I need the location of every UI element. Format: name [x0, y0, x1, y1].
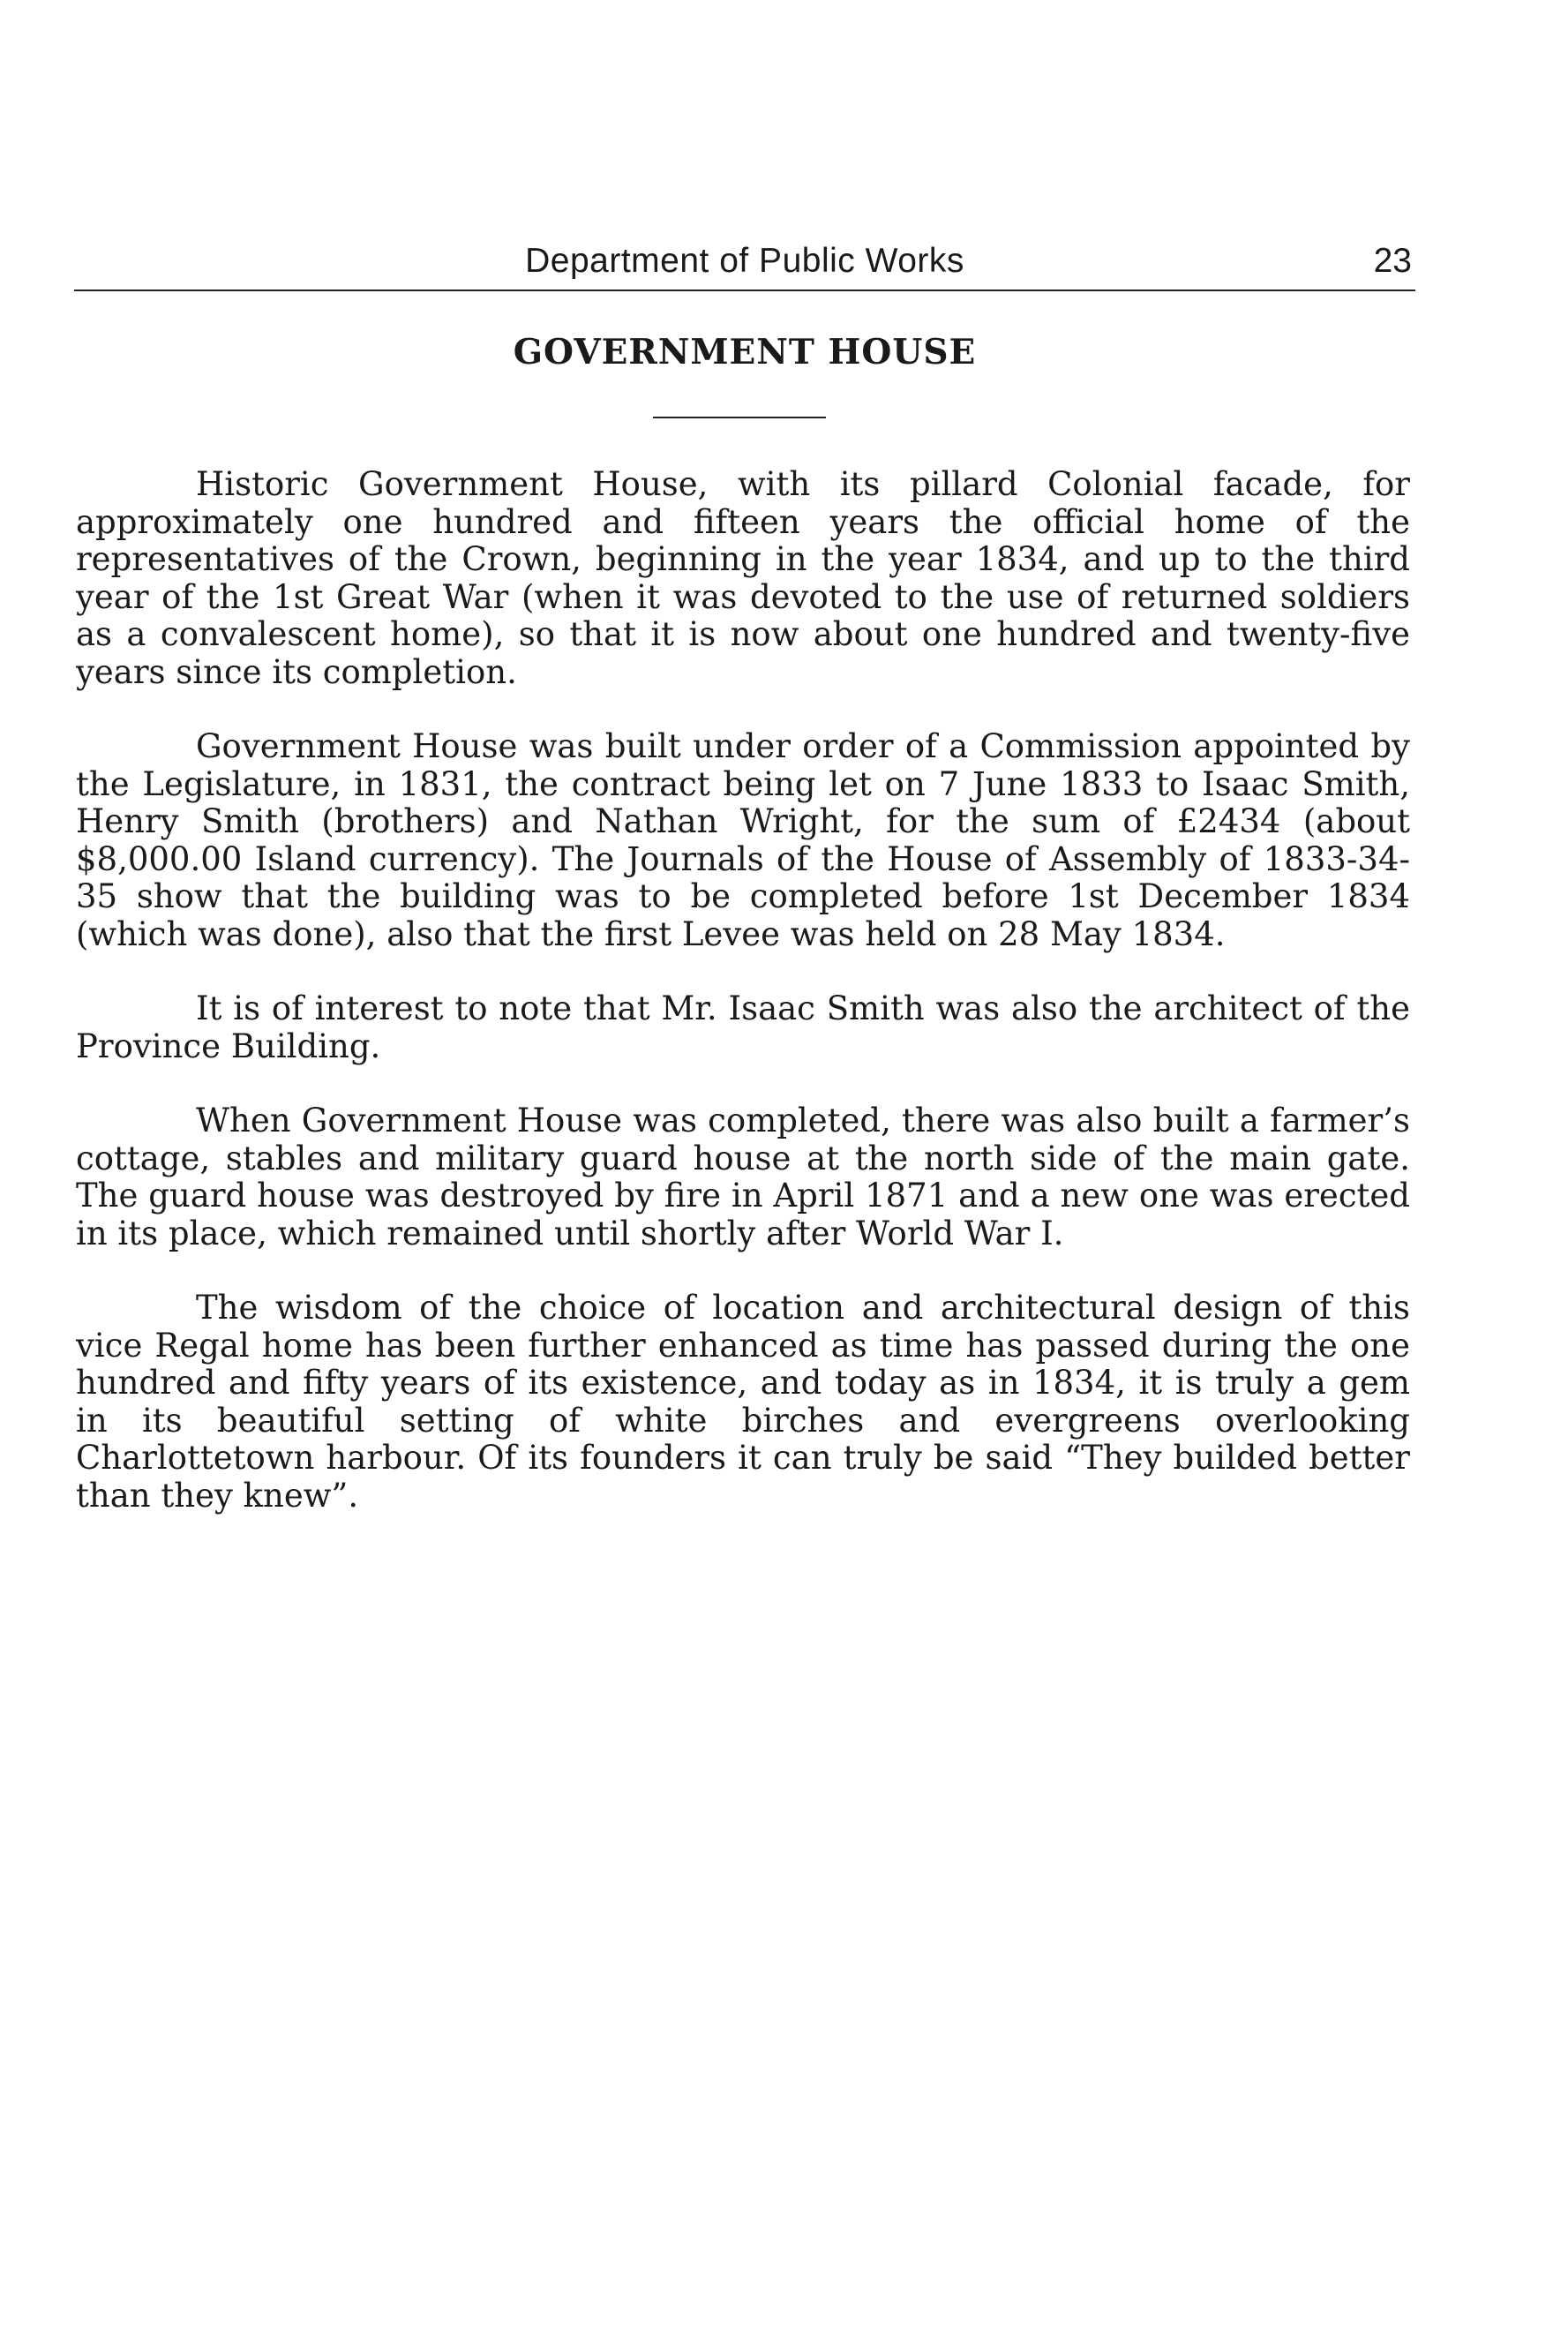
section-heading: GOVERNMENT HOUSE [513, 332, 977, 372]
paragraph: Historic Government House, with its pillard Colonial facade, for approximately one hundred and fifteen years the official home of the representatives of the Crown, beginning in the year 1834, and up to the third year of the 1st Great War (when it was devoted to the use of returned soldiers as a convalescent home), so that it is now about one hundred and twenty-five years since its completion. [76, 465, 1410, 691]
paragraph: It is of interest to note that Mr. Isaac Smith was also the architect of the Province Building. [76, 989, 1410, 1065]
running-title: Department of Public Works [525, 242, 964, 280]
paragraph: Government House was built under order of a Commission appointed by the Legislature, in 1831, the contract being let on 7 June 1833 to Isaac Smith, Henry Smith (brothers) and Nathan Wright, for the sum of £2434 (about $8,000.00 Island currency). The Journals of the House of Assembly of 1833-34-35 show that the building was to be completed before 1st December 1834 (which was done), also that the first Levee was held on 28 May 1834. [76, 727, 1410, 953]
paragraph: The wisdom of the choice of location and architectural design of this vice Regal home has been further enhanced as time has passed during the one hundred and fifty years of its existence, and today as in 1834, it is truly a gem in its beautiful setting of white birches and evergreens overlooking Charlottetown harbour. Of its founders it can truly be said “They builded better than they knew”. [76, 1289, 1410, 1515]
body-text [76, 466, 1410, 1552]
running-header [74, 237, 1415, 291]
heading-divider [653, 417, 826, 418]
paragraph: When Government House was completed, there was also built a farmer’s cottage, stables and military guard house at the north side of the main gate. The guard house was destroyed by fire in April 1871 and a new one was erected in its place, which remained until shortly after World War I. [76, 1102, 1410, 1252]
page-number: 23 [1373, 242, 1412, 280]
